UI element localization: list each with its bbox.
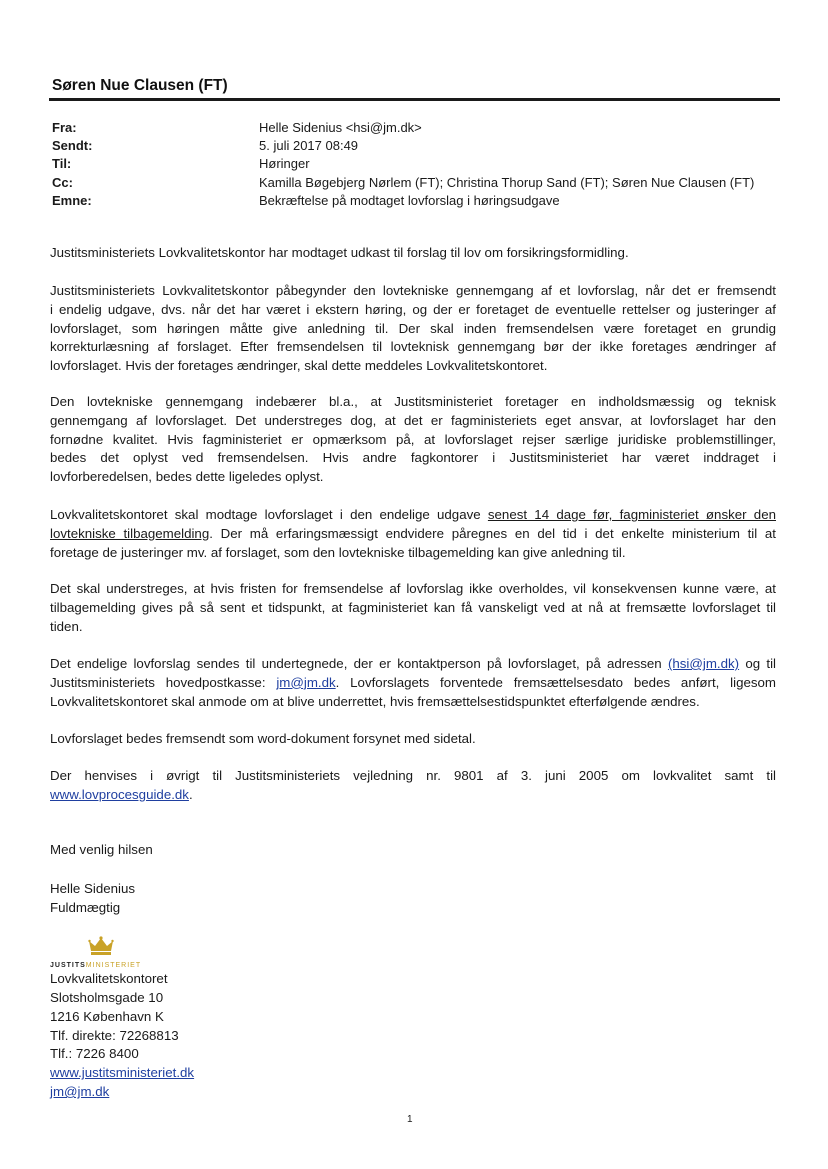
- from-label: Fra:: [52, 120, 77, 135]
- cc-value: Kamilla Bøgebjerg Nørlem (FT); Christina Thorup Sand (FT); Søren Nue Clausen (FT): [259, 175, 755, 190]
- signer-name: Helle Sidenius: [50, 881, 136, 896]
- hsi-email-link[interactable]: (hsi@jm.dk): [667, 656, 740, 671]
- signer-title: Fuldmægtig: [50, 900, 121, 915]
- jm-email-link[interactable]: jm@jm.dk: [276, 674, 336, 690]
- subject-label: Emne:: [52, 193, 92, 208]
- paragraph-6: Det endelige lovforslag sendes til undertegnede, der er kontaktperson på lovforslaget, på adressen (hsi@jm.dk) og til Justitsministeriets hovedpostkasse: jm@jm.dk. Lovforslagets forventede fremsættelsesdato bedes anført, ligesom Lovkvalitetskontoret skal anmode om at blive underrettet, hvis fremsættelsestidspunktet efterfølgende ændres.: [50, 656, 776, 709]
- paragraph-8: Der henvises i øvrigt til Justitsministeriets vejledning nr. 9801 af 3. juni 2005 om lovkvalitet samt til www.lovprocesguide.dk.: [50, 768, 776, 802]
- sent-value: 5. juli 2017 08:49: [259, 138, 359, 153]
- city-address: 1216 København K: [50, 1009, 164, 1024]
- lovprocesguide-link[interactable]: www.lovprocesguide.dk: [50, 786, 189, 802]
- paragraph-7: Lovforslaget bedes fremsendt som word-dokument forsynet med sidetal.: [50, 731, 476, 746]
- paragraph-4: Lovkvalitetskontoret skal modtage lovforslaget i den endelige udgave senest 14 dage før, fagministeriet ønsker den lovtekniske tilbagemelding. Der må erfaringsmæssigt endvidere påregnes en del tid i det enkelte ministerium til at foretage de justeringer mv. af forslaget, som den lovtekniske tilbagemelding kan give anledning til.: [50, 507, 776, 560]
- paragraph-3: Den lovtekniske gennemgang indebærer bl.a., at Justitsministeriet foretager en indholdsmæssig og teknisk gennemgang af lovforslaget. Det understreges dog, at det er fagministeriets eget ansvar, at lovforslaget har den fornødne kvalitet. Hvis fagministeriet er opmærksom på, at lovforslaget rejser særlige juridiske problemstillinger, bedes det oplyst ved fremsendelsen. Hvis andre fagkontorer i Justitsministeriet har været inddraget i lovforberedelsen, bedes dette ligeledes oplyst.: [50, 394, 776, 485]
- phone-main: Tlf.: 7226 8400: [50, 1046, 139, 1061]
- ministry-website-link[interactable]: www.justitsministeriet.dk: [50, 1065, 195, 1080]
- header-rule: [49, 98, 780, 101]
- phone-direct: Tlf. direkte: 72268813: [50, 1028, 179, 1043]
- from-value: Helle Sidenius <hsi@jm.dk>: [259, 120, 422, 135]
- to-label: Til:: [52, 156, 72, 171]
- to-value: Høringer: [259, 156, 310, 171]
- paragraph-2: Justitsministeriets Lovkvalitetskontor påbegynder den lovtekniske gennemgang af et lovforslag, når det er fremsendt i endelig udgave, dvs. når det har været i ekstern høring, og der er foretaget de eventuelle rettelser og justeringer af lovforslaget, som høringen måtte give anledning til. Der skal inden fremsendelsen være foretaget en grundig korrekturlæsning af forslaget. Efter fremsendelsen til lovteknisk gennemgang bør der ikke foretages ændringer af lovforslaget. Hvis der foretages ændringer, skal dette meddeles Lovkvalitetskontoret.: [50, 283, 776, 374]
- sender-name: Søren Nue Clausen (FT): [52, 77, 228, 94]
- subject-value: Bekræftelse på modtaget lovforslag i høringsudgave: [259, 193, 560, 208]
- sent-label: Sendt:: [52, 138, 93, 153]
- ministry-logo-text: JUSTITSMINISTERIET: [50, 962, 142, 969]
- paragraph-5: Det skal understreges, at hvis fristen for fremsendelse af lovforslag ikke overholdes, vil konsekvensen kunne være, at tilbagemelding gives på så sent et tidspunkt, at fagministeriet kan få vanskeligt ved at nå at fremsætte lovforslaget til tiden.: [50, 581, 776, 634]
- paragraph-1: Justitsministeriets Lovkvalitetskontor har modtaget udkast til forslag til lov om forsikringsformidling.: [50, 245, 629, 260]
- street-address: Slotsholmsgade 10: [50, 990, 164, 1005]
- deadline-emphasis-continued: lovtekniske tilbagemelding: [50, 525, 210, 541]
- deadline-emphasis: senest 14 dage før, fagministeriet ønsker den: [487, 507, 776, 522]
- closing: Med venlig hilsen: [50, 842, 153, 857]
- page-number: 1: [407, 1114, 413, 1125]
- ministry-email-link[interactable]: jm@jm.dk: [50, 1084, 110, 1099]
- cc-label: Cc:: [52, 175, 73, 190]
- office-name: Lovkvalitetskontoret: [50, 971, 168, 986]
